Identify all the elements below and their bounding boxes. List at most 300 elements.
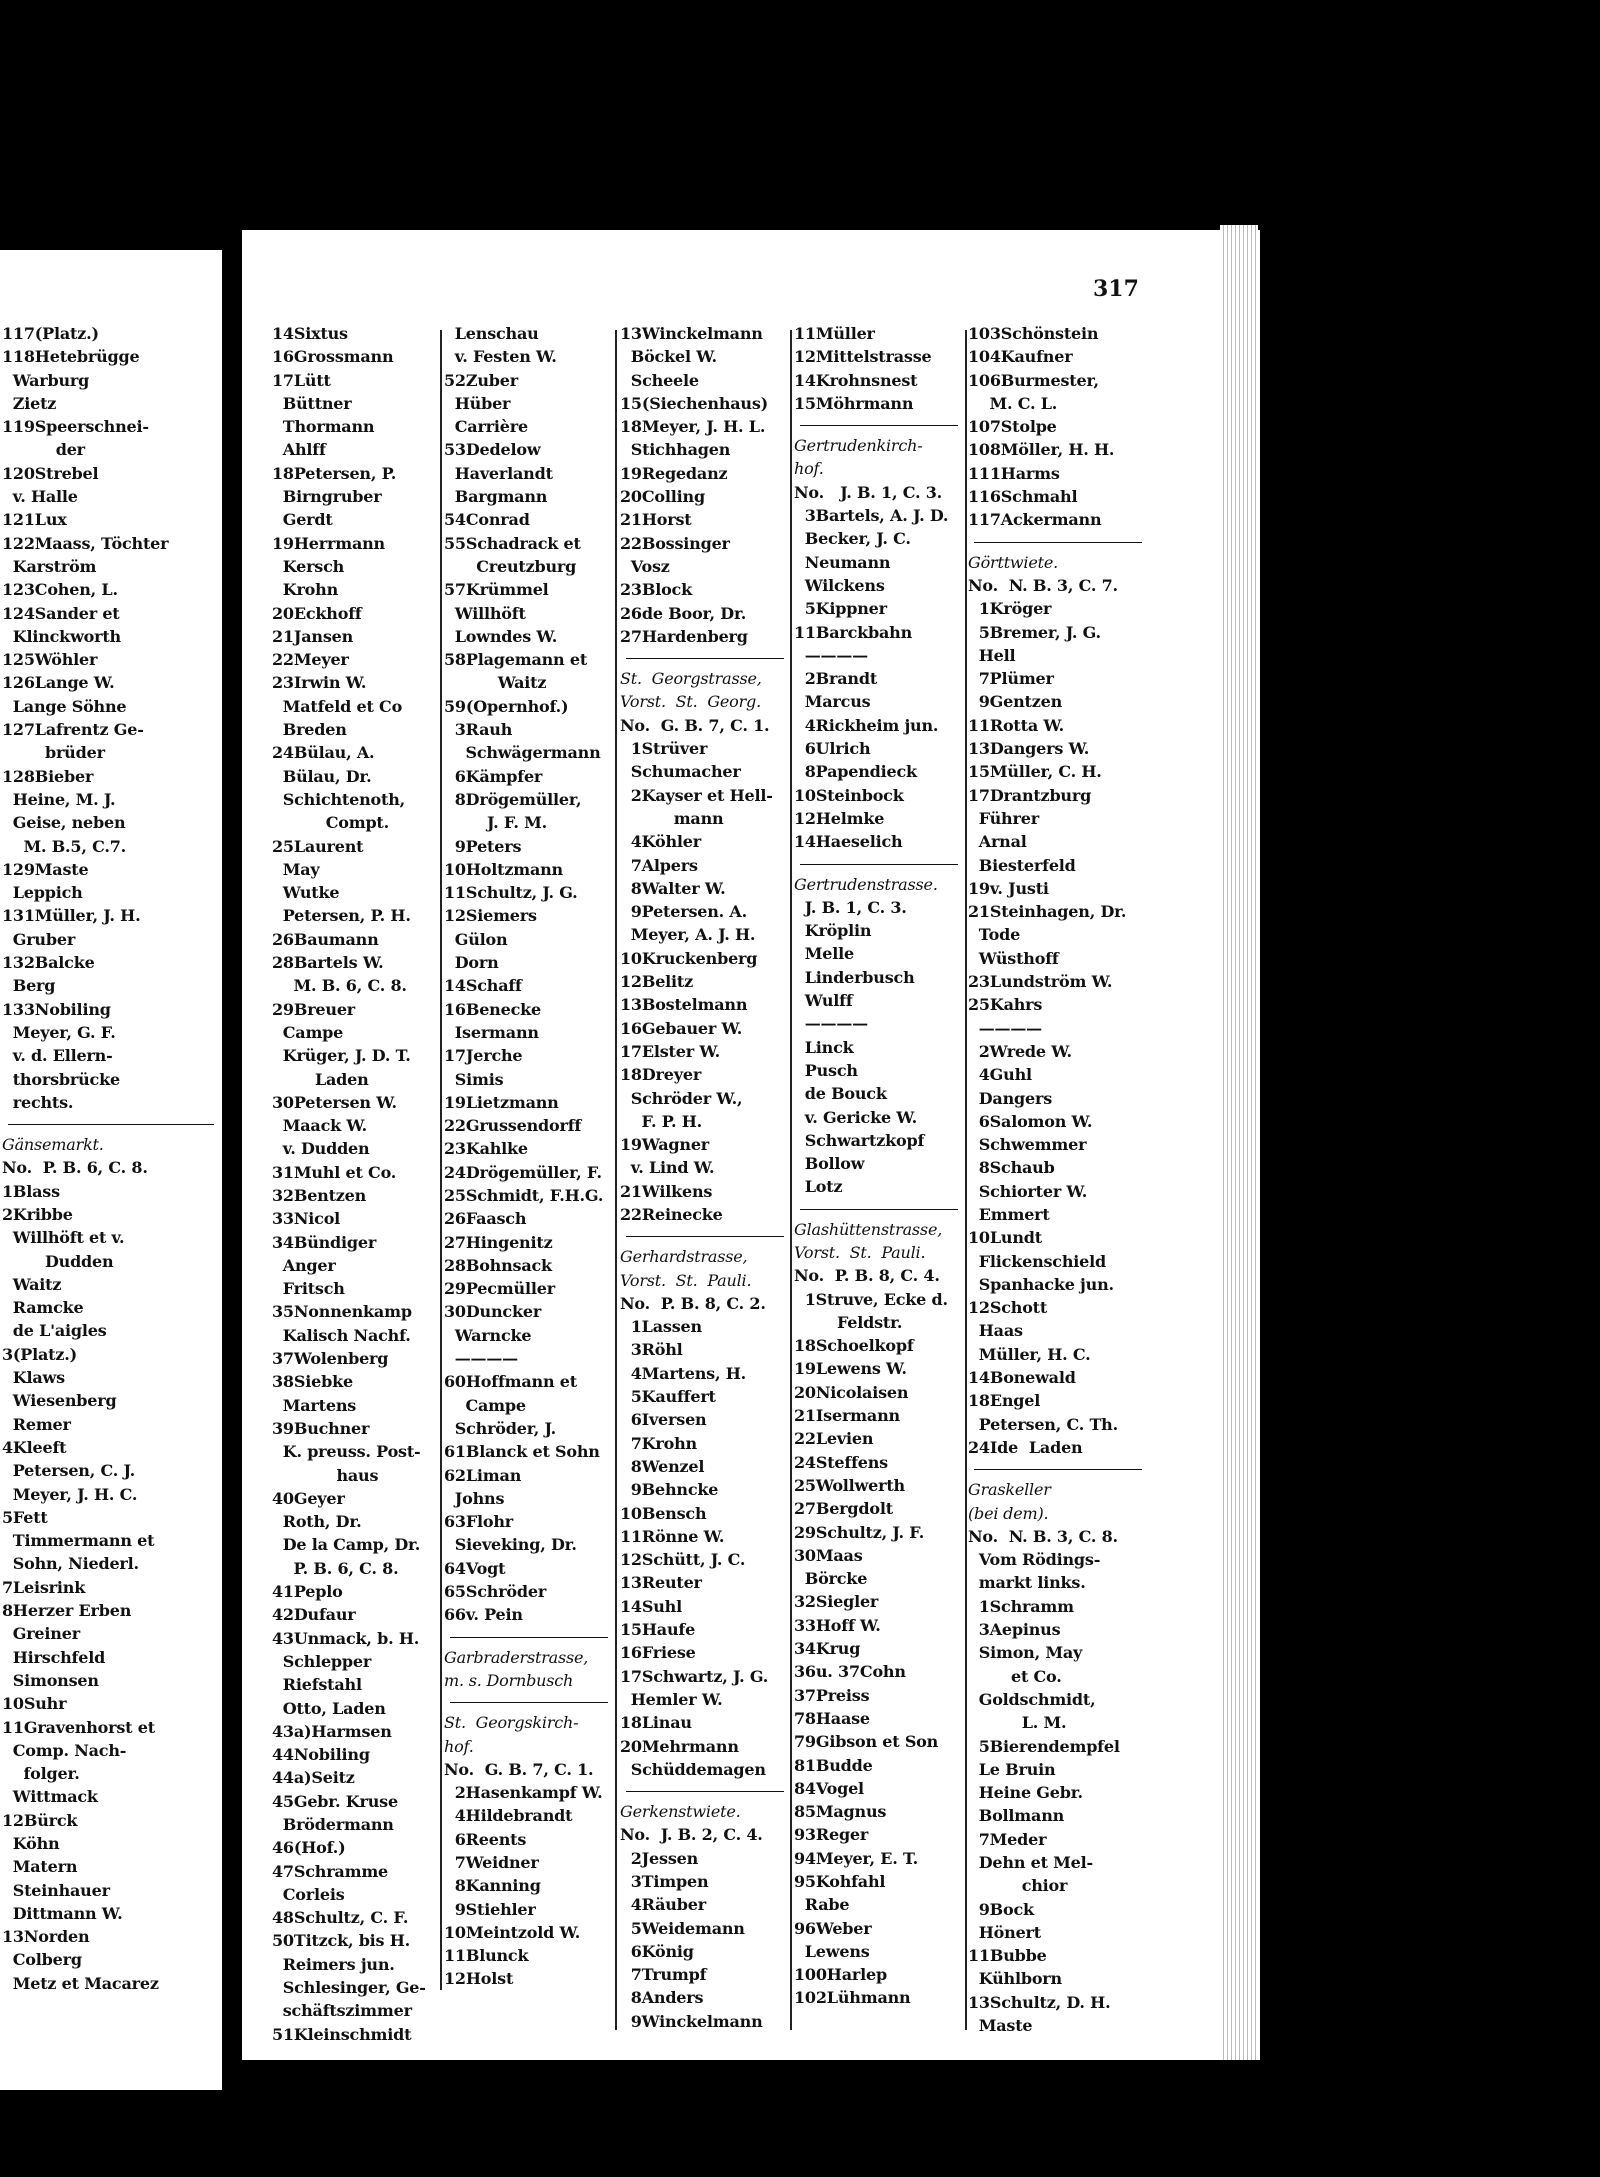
directory-entry: Leppich bbox=[2, 883, 83, 903]
directory-entry: 103Schönstein bbox=[968, 324, 1099, 343]
directory-entry: Schwägermann bbox=[444, 743, 601, 763]
directory-entry: 93Reger bbox=[794, 1825, 869, 1845]
directory-entry: Schröder W., bbox=[620, 1088, 743, 1108]
directory-entry: 15Müller, C. H. bbox=[968, 762, 1102, 782]
directory-entry: 21Steinhagen, Dr. bbox=[968, 902, 1127, 922]
directory-entry: Vosz bbox=[620, 556, 670, 576]
directory-entry: 17Lütt bbox=[272, 370, 331, 390]
directory-entry: et Co. bbox=[968, 1666, 1062, 1686]
directory-entry: 12Mittelstrasse bbox=[794, 347, 932, 367]
directory-entry: 3Aepinus bbox=[968, 1620, 1061, 1640]
section-divider bbox=[974, 542, 1142, 543]
directory-entry: 102Lühmann bbox=[794, 1988, 911, 2008]
directory-entry: Roth, Dr. bbox=[272, 1512, 362, 1532]
directory-entry: 3Rauh bbox=[444, 720, 513, 740]
directory-entry: Hell bbox=[968, 645, 1016, 665]
directory-entry: Köhn bbox=[2, 1834, 60, 1853]
directory-entry: 29Schultz, J. F. bbox=[794, 1522, 925, 1542]
directory-entry: folger. bbox=[2, 1764, 80, 1784]
directory-entry: 14Suhl bbox=[620, 1596, 682, 1616]
directory-entry: 84Vogel bbox=[794, 1778, 864, 1798]
directory-entry: v. Dudden bbox=[272, 1139, 370, 1159]
directory-entry: Dorn bbox=[444, 953, 499, 973]
directory-entry: 14Sixtus bbox=[272, 324, 348, 343]
directory-entry: 125Wöhler bbox=[2, 650, 98, 670]
directory-entry: Kalisch Nachf. bbox=[272, 1325, 411, 1345]
directory-entry: 8Wenzel bbox=[620, 1456, 705, 1476]
directory-entry: 108Möller, H. H. bbox=[968, 440, 1115, 460]
directory-entry: 6Iversen bbox=[620, 1410, 707, 1430]
directory-entry: 119Speerschnei- bbox=[2, 417, 149, 437]
directory-entry: F. P. H. bbox=[620, 1111, 702, 1131]
directory-entry: hof. bbox=[794, 459, 824, 479]
directory-entry: 12Bürck bbox=[2, 1810, 78, 1830]
directory-entry: 27Hardenberg bbox=[620, 626, 748, 646]
directory-entry: Glashüttenstrasse, bbox=[794, 1219, 943, 1239]
directory-entry: 12Holst bbox=[444, 1969, 514, 1989]
directory-entry: 43Unmack, b. H. bbox=[272, 1628, 420, 1648]
directory-entry: 24Bülau, A. bbox=[272, 743, 375, 763]
directory-entry: 29Breuer bbox=[272, 999, 356, 1019]
directory-entry: 120Strebel bbox=[2, 463, 99, 483]
directory-entry: Spanhacke jun. bbox=[968, 1274, 1114, 1294]
directory-entry: Simon, May bbox=[968, 1643, 1083, 1663]
column-divider bbox=[440, 330, 442, 1990]
directory-entry: 3Röhl bbox=[620, 1340, 683, 1360]
directory-entry: 1Lassen bbox=[620, 1317, 702, 1337]
directory-entry: 60Hoffmann et bbox=[444, 1372, 577, 1392]
directory-entry: 12Schütt, J. C. bbox=[620, 1550, 746, 1570]
directory-entry: 8Walter W. bbox=[620, 878, 726, 898]
directory-entry: 41Peplo bbox=[272, 1582, 343, 1602]
directory-entry: 107Stolpe bbox=[968, 417, 1057, 437]
directory-entry: 8Kanning bbox=[444, 1876, 541, 1896]
directory-entry: 10Lundt bbox=[968, 1228, 1042, 1248]
directory-entry: 55Schadrack et bbox=[444, 533, 581, 553]
section-divider bbox=[974, 1469, 1142, 1470]
directory-entry: 29Pecmüller bbox=[444, 1279, 555, 1299]
directory-entry: ———— bbox=[794, 645, 868, 665]
directory-column-4 bbox=[794, 322, 964, 2010]
directory-column-left-page bbox=[2, 322, 220, 1995]
directory-entry: 4Räuber bbox=[620, 1895, 706, 1915]
directory-entry: 19v. Justi bbox=[968, 878, 1049, 898]
directory-entry: 13Bostelmann bbox=[620, 995, 748, 1015]
directory-entry: Vorst. St. Pauli. bbox=[620, 1270, 752, 1290]
directory-entry: 48Schultz, C. F. bbox=[272, 1908, 409, 1928]
directory-entry: 54Conrad bbox=[444, 510, 530, 530]
directory-entry: Wiesenberg bbox=[2, 1391, 117, 1411]
directory-entry: 18Linau bbox=[620, 1713, 692, 1733]
directory-entry: Hemler W. bbox=[620, 1689, 723, 1709]
directory-entry: Schlesinger, Ge- bbox=[272, 1978, 426, 1998]
directory-entry: St. Georgstrasse, bbox=[620, 669, 762, 689]
directory-entry: 12Schott bbox=[968, 1298, 1048, 1318]
directory-entry: Waitz bbox=[444, 673, 547, 693]
directory-entry: 5Bierendempfel bbox=[968, 1736, 1120, 1756]
directory-entry: Timmermann et bbox=[2, 1531, 155, 1551]
directory-entry: Kühlborn bbox=[968, 1969, 1062, 1989]
directory-entry: Görttwiete. bbox=[968, 552, 1058, 572]
directory-entry: Greiner bbox=[2, 1624, 80, 1644]
directory-entry: No. P. B. 6, C. 8. bbox=[2, 1158, 148, 1178]
directory-entry: 36u. 37Cohn bbox=[794, 1662, 906, 1682]
directory-entry: Gruber bbox=[2, 929, 76, 949]
directory-entry: 25Schmidt, F.H.G. bbox=[444, 1185, 604, 1205]
directory-entry: 11Rönne W. bbox=[620, 1526, 725, 1546]
directory-entry: St. Georgskirch- bbox=[444, 1713, 579, 1733]
directory-entry: 2Kayser et Hell- bbox=[620, 785, 773, 805]
directory-entry: 43a)Harmsen bbox=[272, 1721, 392, 1741]
directory-entry: Becker, J. C. bbox=[794, 529, 911, 549]
directory-entry: 35Nonnenkamp bbox=[272, 1302, 412, 1322]
directory-entry: Klinckworth bbox=[2, 626, 121, 646]
directory-entry: Graskeller bbox=[968, 1480, 1051, 1500]
directory-entry: K. preuss. Post- bbox=[272, 1442, 421, 1462]
directory-entry: 14Bonewald bbox=[968, 1368, 1076, 1388]
directory-entry: No. N. B. 3, C. 7. bbox=[968, 575, 1118, 595]
directory-entry: May bbox=[272, 859, 320, 879]
directory-entry: 38Siebke bbox=[272, 1372, 353, 1392]
directory-entry: v. Gericke W. bbox=[794, 1107, 917, 1127]
directory-entry: 30Maas bbox=[794, 1545, 863, 1565]
directory-entry: Martens bbox=[272, 1395, 357, 1415]
page-edge bbox=[1220, 225, 1258, 2060]
directory-entry: Breden bbox=[272, 720, 347, 740]
directory-entry: Steinhauer bbox=[2, 1880, 110, 1900]
directory-entry: 2Kribbe bbox=[2, 1204, 73, 1224]
directory-entry: 37Wolenberg bbox=[272, 1349, 389, 1369]
directory-entry: 4Rickheim jun. bbox=[794, 715, 939, 735]
directory-entry: Heine Gebr. bbox=[968, 1783, 1083, 1803]
directory-entry: 100Harlep bbox=[794, 1965, 887, 1985]
directory-entry: Wutke bbox=[272, 883, 340, 903]
directory-entry: Rabe bbox=[794, 1895, 850, 1915]
directory-entry: 79Gibson et Son bbox=[794, 1732, 939, 1752]
directory-entry: 23Irwin W. bbox=[272, 673, 367, 693]
directory-entry: Gänsemarkt. bbox=[2, 1135, 104, 1155]
directory-entry: Wilckens bbox=[794, 575, 885, 595]
directory-entry: 14Haeselich bbox=[794, 832, 903, 852]
directory-entry: Bargmann bbox=[444, 487, 548, 507]
directory-entry: 9Winckelmann bbox=[620, 2011, 763, 2031]
directory-entry: 27Bergdolt bbox=[794, 1499, 893, 1519]
directory-entry: 9Stiehler bbox=[444, 1899, 536, 1919]
directory-entry: 22Meyer bbox=[272, 650, 349, 670]
directory-entry: 7Krohn bbox=[620, 1433, 697, 1453]
directory-entry: 7Weidner bbox=[444, 1853, 539, 1872]
directory-entry: 4Köhler bbox=[620, 832, 702, 852]
directory-entry: 133Nobiling bbox=[2, 999, 111, 1019]
directory-entry: Linck bbox=[794, 1037, 854, 1057]
directory-entry: 9Gentzen bbox=[968, 692, 1063, 712]
directory-entry: Klaws bbox=[2, 1368, 65, 1388]
directory-entry: 25Kahrs bbox=[968, 995, 1043, 1015]
directory-entry: Carrière bbox=[444, 417, 528, 437]
directory-entry: 6König bbox=[620, 1941, 694, 1961]
directory-entry: 106Burmester, bbox=[968, 370, 1099, 390]
directory-entry: Arnal bbox=[968, 832, 1027, 852]
directory-entry: Wüsthoff bbox=[968, 948, 1059, 968]
section-divider bbox=[626, 1236, 784, 1237]
directory-entry: 27Hingenitz bbox=[444, 1232, 553, 1252]
directory-entry: 52Zuber bbox=[444, 370, 518, 390]
directory-entry: 30Duncker bbox=[444, 1302, 542, 1322]
directory-entry: 11Müller bbox=[794, 324, 875, 343]
directory-entry: Marcus bbox=[794, 692, 871, 712]
directory-entry: 11Gravenhorst et bbox=[2, 1717, 155, 1737]
directory-entry: 126Lange W. bbox=[2, 673, 115, 693]
directory-entry: chior bbox=[968, 1876, 1068, 1896]
directory-entry: 65Schröder bbox=[444, 1582, 547, 1602]
directory-entry: 4Kleeft bbox=[2, 1437, 67, 1457]
directory-entry: No. J. B. 2, C. 4. bbox=[620, 1825, 763, 1845]
directory-entry: 28Bohnsack bbox=[444, 1255, 552, 1275]
directory-entry: 8Herzer Erben bbox=[2, 1601, 132, 1621]
directory-entry: 117Ackermann bbox=[968, 510, 1102, 530]
directory-entry: 78Haase bbox=[794, 1708, 870, 1728]
directory-entry: 132Balcke bbox=[2, 953, 95, 973]
section-divider bbox=[800, 1209, 958, 1210]
directory-entry: Büttner bbox=[272, 393, 352, 413]
directory-entry: 11Schultz, J. G. bbox=[444, 883, 578, 903]
directory-entry: Corleis bbox=[272, 1884, 345, 1904]
directory-entry: 47Schramme bbox=[272, 1861, 389, 1881]
directory-entry: Petersen, C. J. bbox=[2, 1461, 135, 1481]
directory-entry: 12Belitz bbox=[620, 972, 694, 992]
directory-entry: M. C. L. bbox=[968, 393, 1058, 413]
directory-entry: Heine, M. J. bbox=[2, 789, 116, 809]
directory-entry: Emmert bbox=[968, 1204, 1050, 1224]
directory-entry: 3Timpen bbox=[620, 1872, 709, 1891]
directory-entry: Kersch bbox=[272, 556, 345, 576]
directory-entry: 13Winckelmann bbox=[620, 324, 763, 343]
directory-entry: 9Bock bbox=[968, 1899, 1034, 1919]
directory-entry: 1Kröger bbox=[968, 599, 1052, 619]
directory-entry: 20Nicolaisen bbox=[794, 1382, 909, 1402]
directory-entry: 22Reinecke bbox=[620, 1204, 723, 1224]
directory-entry: 57Krümmel bbox=[444, 580, 549, 600]
directory-entry: 121Lux bbox=[2, 510, 67, 530]
directory-entry: 16Grossmann bbox=[272, 347, 394, 367]
directory-entry: de L'aigles bbox=[2, 1321, 107, 1341]
directory-entry: Gertrudenkirch- bbox=[794, 436, 923, 456]
directory-entry: mann bbox=[620, 808, 724, 828]
directory-entry: Lange Söhne bbox=[2, 696, 127, 716]
directory-entry: Haverlandt bbox=[444, 463, 553, 483]
directory-entry: L. M. bbox=[968, 1713, 1067, 1733]
directory-entry: 6Reents bbox=[444, 1829, 527, 1849]
section-divider bbox=[8, 1124, 214, 1125]
directory-entry: Hüber bbox=[444, 393, 511, 413]
directory-entry: 127Lafrentz Ge- bbox=[2, 720, 144, 740]
directory-entry: 8Anders bbox=[620, 1988, 704, 2008]
directory-entry: 66v. Pein bbox=[444, 1605, 523, 1625]
directory-entry: rechts. bbox=[2, 1092, 74, 1112]
directory-entry: ———— bbox=[794, 1014, 868, 1034]
directory-entry: 2Hasenkampf W. bbox=[444, 1783, 603, 1803]
directory-entry: 31Muhl et Co. bbox=[272, 1162, 397, 1182]
column-divider bbox=[965, 330, 967, 2030]
directory-entry: 16Benecke bbox=[444, 999, 541, 1019]
directory-entry: 15Haufe bbox=[620, 1620, 696, 1640]
directory-entry: Thormann bbox=[272, 417, 375, 437]
directory-entry: Waitz bbox=[2, 1274, 62, 1294]
directory-entry: 7Alpers bbox=[620, 855, 698, 875]
directory-entry: J. F. M. bbox=[444, 813, 548, 833]
directory-entry: Wittmack bbox=[2, 1787, 98, 1807]
directory-entry: m. s. Dornbusch bbox=[444, 1670, 574, 1690]
directory-column-2 bbox=[444, 322, 614, 1991]
directory-entry: 45Gebr. Kruse bbox=[272, 1791, 398, 1811]
directory-entry: schäftszimmer bbox=[272, 2001, 412, 2021]
directory-entry: 37Preiss bbox=[794, 1685, 870, 1705]
directory-entry: 1Strüver bbox=[620, 739, 708, 759]
directory-entry: 10Steinbock bbox=[794, 785, 904, 805]
directory-entry: M. B. 6, C. 8. bbox=[272, 976, 407, 996]
directory-entry: 117(Platz.) bbox=[2, 324, 99, 343]
directory-entry: 4Guhl bbox=[968, 1065, 1032, 1085]
directory-entry: Schüddemagen bbox=[620, 1759, 766, 1779]
directory-entry: Lewens bbox=[794, 1941, 870, 1961]
book-binding bbox=[222, 0, 242, 2177]
directory-entry: Gerhardstrasse, bbox=[620, 1247, 748, 1267]
directory-entry: Linderbusch bbox=[794, 967, 915, 987]
directory-entry: Stichhagen bbox=[620, 440, 731, 460]
directory-entry: 11Blunck bbox=[444, 1946, 529, 1966]
directory-entry: Compt. bbox=[272, 813, 389, 833]
directory-entry: 34Bündiger bbox=[272, 1232, 377, 1252]
directory-entry: 3(Platz.) bbox=[2, 1344, 77, 1364]
page-number: 317 bbox=[1093, 276, 1139, 302]
directory-entry: Bollmann bbox=[968, 1806, 1065, 1826]
directory-entry: 104Kaufner bbox=[968, 347, 1073, 367]
directory-entry: 4Hildebrandt bbox=[444, 1806, 573, 1826]
directory-entry: Gerdt bbox=[272, 510, 333, 530]
section-divider bbox=[800, 425, 958, 426]
directory-entry: Isermann bbox=[444, 1022, 539, 1042]
directory-entry: 32Bentzen bbox=[272, 1185, 367, 1205]
directory-entry: Lotz bbox=[794, 1177, 843, 1197]
directory-entry: ———— bbox=[444, 1349, 518, 1369]
directory-entry: 18Petersen, P. bbox=[272, 463, 397, 483]
directory-entry: 12Siemers bbox=[444, 906, 537, 926]
directory-entry: 16Gebauer W. bbox=[620, 1018, 743, 1038]
directory-entry: Metz et Macarez bbox=[2, 1973, 159, 1993]
directory-entry: Colberg bbox=[2, 1950, 82, 1970]
directory-entry: 12Helmke bbox=[794, 808, 885, 828]
directory-entry: Haas bbox=[968, 1321, 1023, 1341]
directory-entry: Sieveking, Dr. bbox=[444, 1535, 577, 1555]
directory-entry: 116Schmahl bbox=[968, 487, 1078, 507]
directory-entry: Berg bbox=[2, 976, 56, 996]
directory-entry: 6Salomon W. bbox=[968, 1111, 1093, 1131]
directory-entry: v. d. Ellern- bbox=[2, 1046, 113, 1066]
directory-entry: 23Kahlke bbox=[444, 1139, 528, 1159]
directory-entry: Maack W. bbox=[272, 1116, 368, 1136]
directory-entry: 21Isermann bbox=[794, 1406, 900, 1426]
directory-entry: M. B.5, C.7. bbox=[2, 836, 127, 856]
directory-entry: 128Bieber bbox=[2, 766, 94, 786]
directory-entry: No. G. B. 7, C. 1. bbox=[444, 1759, 594, 1779]
directory-entry: 18Meyer, J. H. L. bbox=[620, 417, 766, 437]
directory-entry: 11Rotta W. bbox=[968, 715, 1065, 735]
directory-entry: 30Petersen W. bbox=[272, 1092, 397, 1112]
directory-entry: der bbox=[2, 440, 85, 460]
directory-entry: 34Krug bbox=[794, 1639, 861, 1659]
directory-entry: 7Meder bbox=[968, 1829, 1047, 1849]
directory-entry: Krohn bbox=[272, 580, 339, 600]
directory-entry: 2Brandt bbox=[794, 669, 878, 689]
directory-entry: Garbraderstrasse, bbox=[444, 1647, 589, 1667]
directory-entry: Börcke bbox=[794, 1569, 868, 1589]
directory-entry: Willhöft bbox=[444, 603, 526, 623]
directory-entry: Hirschfeld bbox=[2, 1647, 106, 1667]
directory-entry: 64Vogt bbox=[444, 1558, 506, 1578]
directory-entry: 25Wollwerth bbox=[794, 1475, 905, 1495]
directory-entry: 8Schaub bbox=[968, 1158, 1055, 1178]
directory-entry: 6Kämpfer bbox=[444, 766, 543, 786]
directory-entry: Krüger, J. D. T. bbox=[272, 1046, 411, 1066]
section-divider bbox=[450, 1637, 608, 1638]
directory-entry: Dangers bbox=[968, 1088, 1053, 1108]
directory-entry: v. Halle bbox=[2, 487, 78, 507]
directory-entry: Bollow bbox=[794, 1154, 865, 1174]
directory-entry: 61Blanck et Sohn bbox=[444, 1442, 600, 1462]
directory-entry: 5Kippner bbox=[794, 599, 887, 619]
directory-entry: 15Möhrmann bbox=[794, 393, 914, 413]
directory-entry: Riefstahl bbox=[272, 1675, 362, 1695]
directory-entry: 3Bartels, A. J. D. bbox=[794, 506, 949, 526]
directory-entry: 9Behncke bbox=[620, 1480, 719, 1500]
section-divider bbox=[626, 658, 784, 659]
directory-entry: Simis bbox=[444, 1069, 504, 1089]
directory-entry: Anger bbox=[272, 1255, 336, 1275]
directory-entry: 7Leisrink bbox=[2, 1577, 86, 1597]
directory-entry: 42Dufaur bbox=[272, 1605, 356, 1625]
directory-entry: 85Magnus bbox=[794, 1802, 887, 1822]
column-divider bbox=[790, 330, 792, 2030]
directory-entry: 1Blass bbox=[2, 1181, 60, 1201]
directory-entry: Scheele bbox=[620, 370, 699, 390]
directory-entry: 32Siegler bbox=[794, 1592, 879, 1612]
directory-entry: 10Kruckenberg bbox=[620, 948, 758, 968]
directory-entry: 118Hetebrügge bbox=[2, 347, 140, 367]
directory-entry: Reimers jun. bbox=[272, 1954, 395, 1974]
directory-entry: 59(Opernhof.) bbox=[444, 696, 569, 716]
directory-entry: Gertrudenstrasse. bbox=[794, 874, 938, 894]
directory-entry: 19Regedanz bbox=[620, 463, 728, 483]
directory-entry: Warburg bbox=[2, 370, 90, 390]
directory-entry: ———— bbox=[968, 1018, 1042, 1038]
directory-entry: hof. bbox=[444, 1736, 474, 1756]
section-divider bbox=[450, 1702, 608, 1703]
directory-entry: 8Drögemüller, bbox=[444, 789, 582, 809]
directory-entry: 19Lewens W. bbox=[794, 1359, 907, 1379]
directory-entry: 44Nobiling bbox=[272, 1745, 370, 1765]
directory-entry: 129Maste bbox=[2, 859, 89, 879]
directory-entry: 8Papendieck bbox=[794, 762, 917, 782]
section-divider bbox=[626, 1791, 784, 1792]
directory-entry: 39Buchner bbox=[272, 1418, 370, 1438]
directory-entry: Kröplin bbox=[794, 921, 872, 941]
directory-entry: Schiorter W. bbox=[968, 1181, 1088, 1201]
directory-entry: Fritsch bbox=[272, 1279, 345, 1299]
directory-entry: 1Struve, Ecke d. bbox=[794, 1289, 948, 1309]
directory-entry: No. P. B. 8, C. 2. bbox=[620, 1293, 766, 1313]
directory-entry: 51Kleinschmidt bbox=[272, 2024, 412, 2044]
directory-entry: 94Meyer, E. T. bbox=[794, 1848, 918, 1868]
